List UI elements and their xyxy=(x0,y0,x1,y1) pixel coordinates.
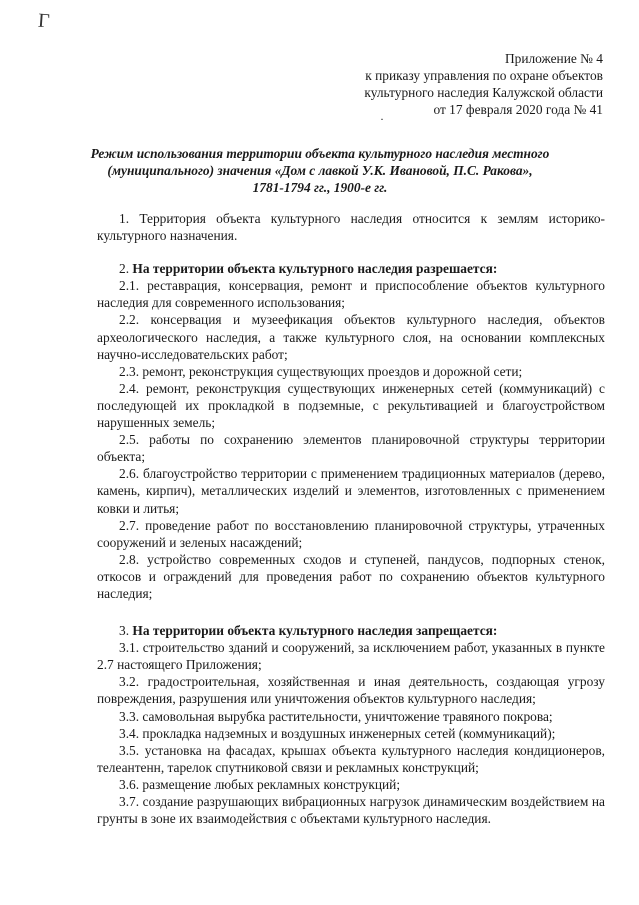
spacer xyxy=(97,244,605,260)
section-2-heading-text: На территории объекта культурного наследия разрешается: xyxy=(132,261,498,277)
list-item: 2.2. консервация и музеефикация объектов культурного наследия, объектов археологического наследия, а также культурного слоя, на основании комплексных научно-исследовательских работ; xyxy=(97,312,605,362)
list-item: 2.5. работы по сохранению элементов планировочной структуры территории объекта; xyxy=(97,432,605,465)
section-2-heading xyxy=(97,260,605,277)
list-item: 2.7. проведение работ по восстановлению планировочной структуры, утраченных сооружений и зеленых насаждений; xyxy=(97,517,605,550)
document-title xyxy=(90,145,550,196)
section-3-heading-text: На территории объекта культурного наследия запрещается: xyxy=(132,623,498,639)
title-line: (муниципального) значения «Дом с лавкой У.К. Ивановой, П.С. Ракова», xyxy=(107,163,533,178)
list-item: 2.8. устройство современных сходов и ступеней, пандусов, подпорных стенок, откосов и ограждений для проведения работ по сохранению объектов культурного наследия; xyxy=(97,551,605,601)
appendix-line: культурного наследия Калужской области xyxy=(364,85,603,100)
corner-mark: Г xyxy=(37,9,51,33)
list-item: 3.4. прокладка надземных и воздушных инженерных сетей (коммуникаций); xyxy=(119,725,556,741)
section-3-number: 3. xyxy=(119,623,130,639)
appendix-line: Приложение № 4 xyxy=(504,51,603,66)
spacer xyxy=(97,602,605,622)
list-item: 2.6. благоустройство территории с применением традиционных материалов (дерево, камень, кирпич), металлических изделий и элементов, изготовленных с применением ковки и литья; xyxy=(97,466,605,516)
list-item: 3.1. строительство зданий и сооружений, за исключением работ, указанных в пункте 2.7 настоящего Приложения; xyxy=(97,640,605,673)
list-item: 3.6. размещение любых рекламных конструкций; xyxy=(119,776,401,792)
title-line: 1781-1794 гг., 1900-е гг. xyxy=(252,180,388,195)
section-3-heading xyxy=(97,622,605,639)
section-1-text: 1. Территория объекта культурного наследия относится к землям историко-культурного назначения. xyxy=(97,211,605,244)
document-body xyxy=(97,210,605,827)
title-line: Режим использования территории объекта культурного наследия местного xyxy=(90,146,550,161)
section-2-number: 2. xyxy=(119,261,130,277)
appendix-line: от 17 февраля 2020 года № 41 xyxy=(433,102,603,117)
list-item: 3.7. создание разрушающих вибрационных нагрузок динамическим воздействием на грунты в зоне их взаимодействия с объектами культурного наследия. xyxy=(97,794,605,827)
list-item: 3.5. установка на фасадах, крышах объекта культурного наследия кондиционеров, телеантенн, тарелок спутниковой связи и рекламных конструкций; xyxy=(97,742,605,775)
list-item: 2.4. ремонт, реконструкция существующих инженерных сетей (коммуникаций) с последующей их прокладкой в подземные, с рекультивацией и благоустройством нарушенных земель; xyxy=(97,380,605,431)
appendix-line: к приказу управления по охране объектов xyxy=(365,68,603,83)
appendix-block xyxy=(364,50,603,118)
dot-mark: · xyxy=(380,112,384,126)
list-item: 2.1. реставрация, консервация, ремонт и приспособление объектов культурного наследия для современного использования; xyxy=(97,278,605,311)
list-item: 3.2. градостроительная, хозяйственная и иная деятельность, создающая угрозу повреждения, разрушения или уничтожения объектов культурного наследия; xyxy=(97,674,605,707)
list-item: 2.3. ремонт, реконструкция существующих проездов и дорожной сети; xyxy=(119,363,523,379)
list-item: 3.3. самовольная вырубка растительности, уничтожение травяного покрова; xyxy=(119,708,553,724)
